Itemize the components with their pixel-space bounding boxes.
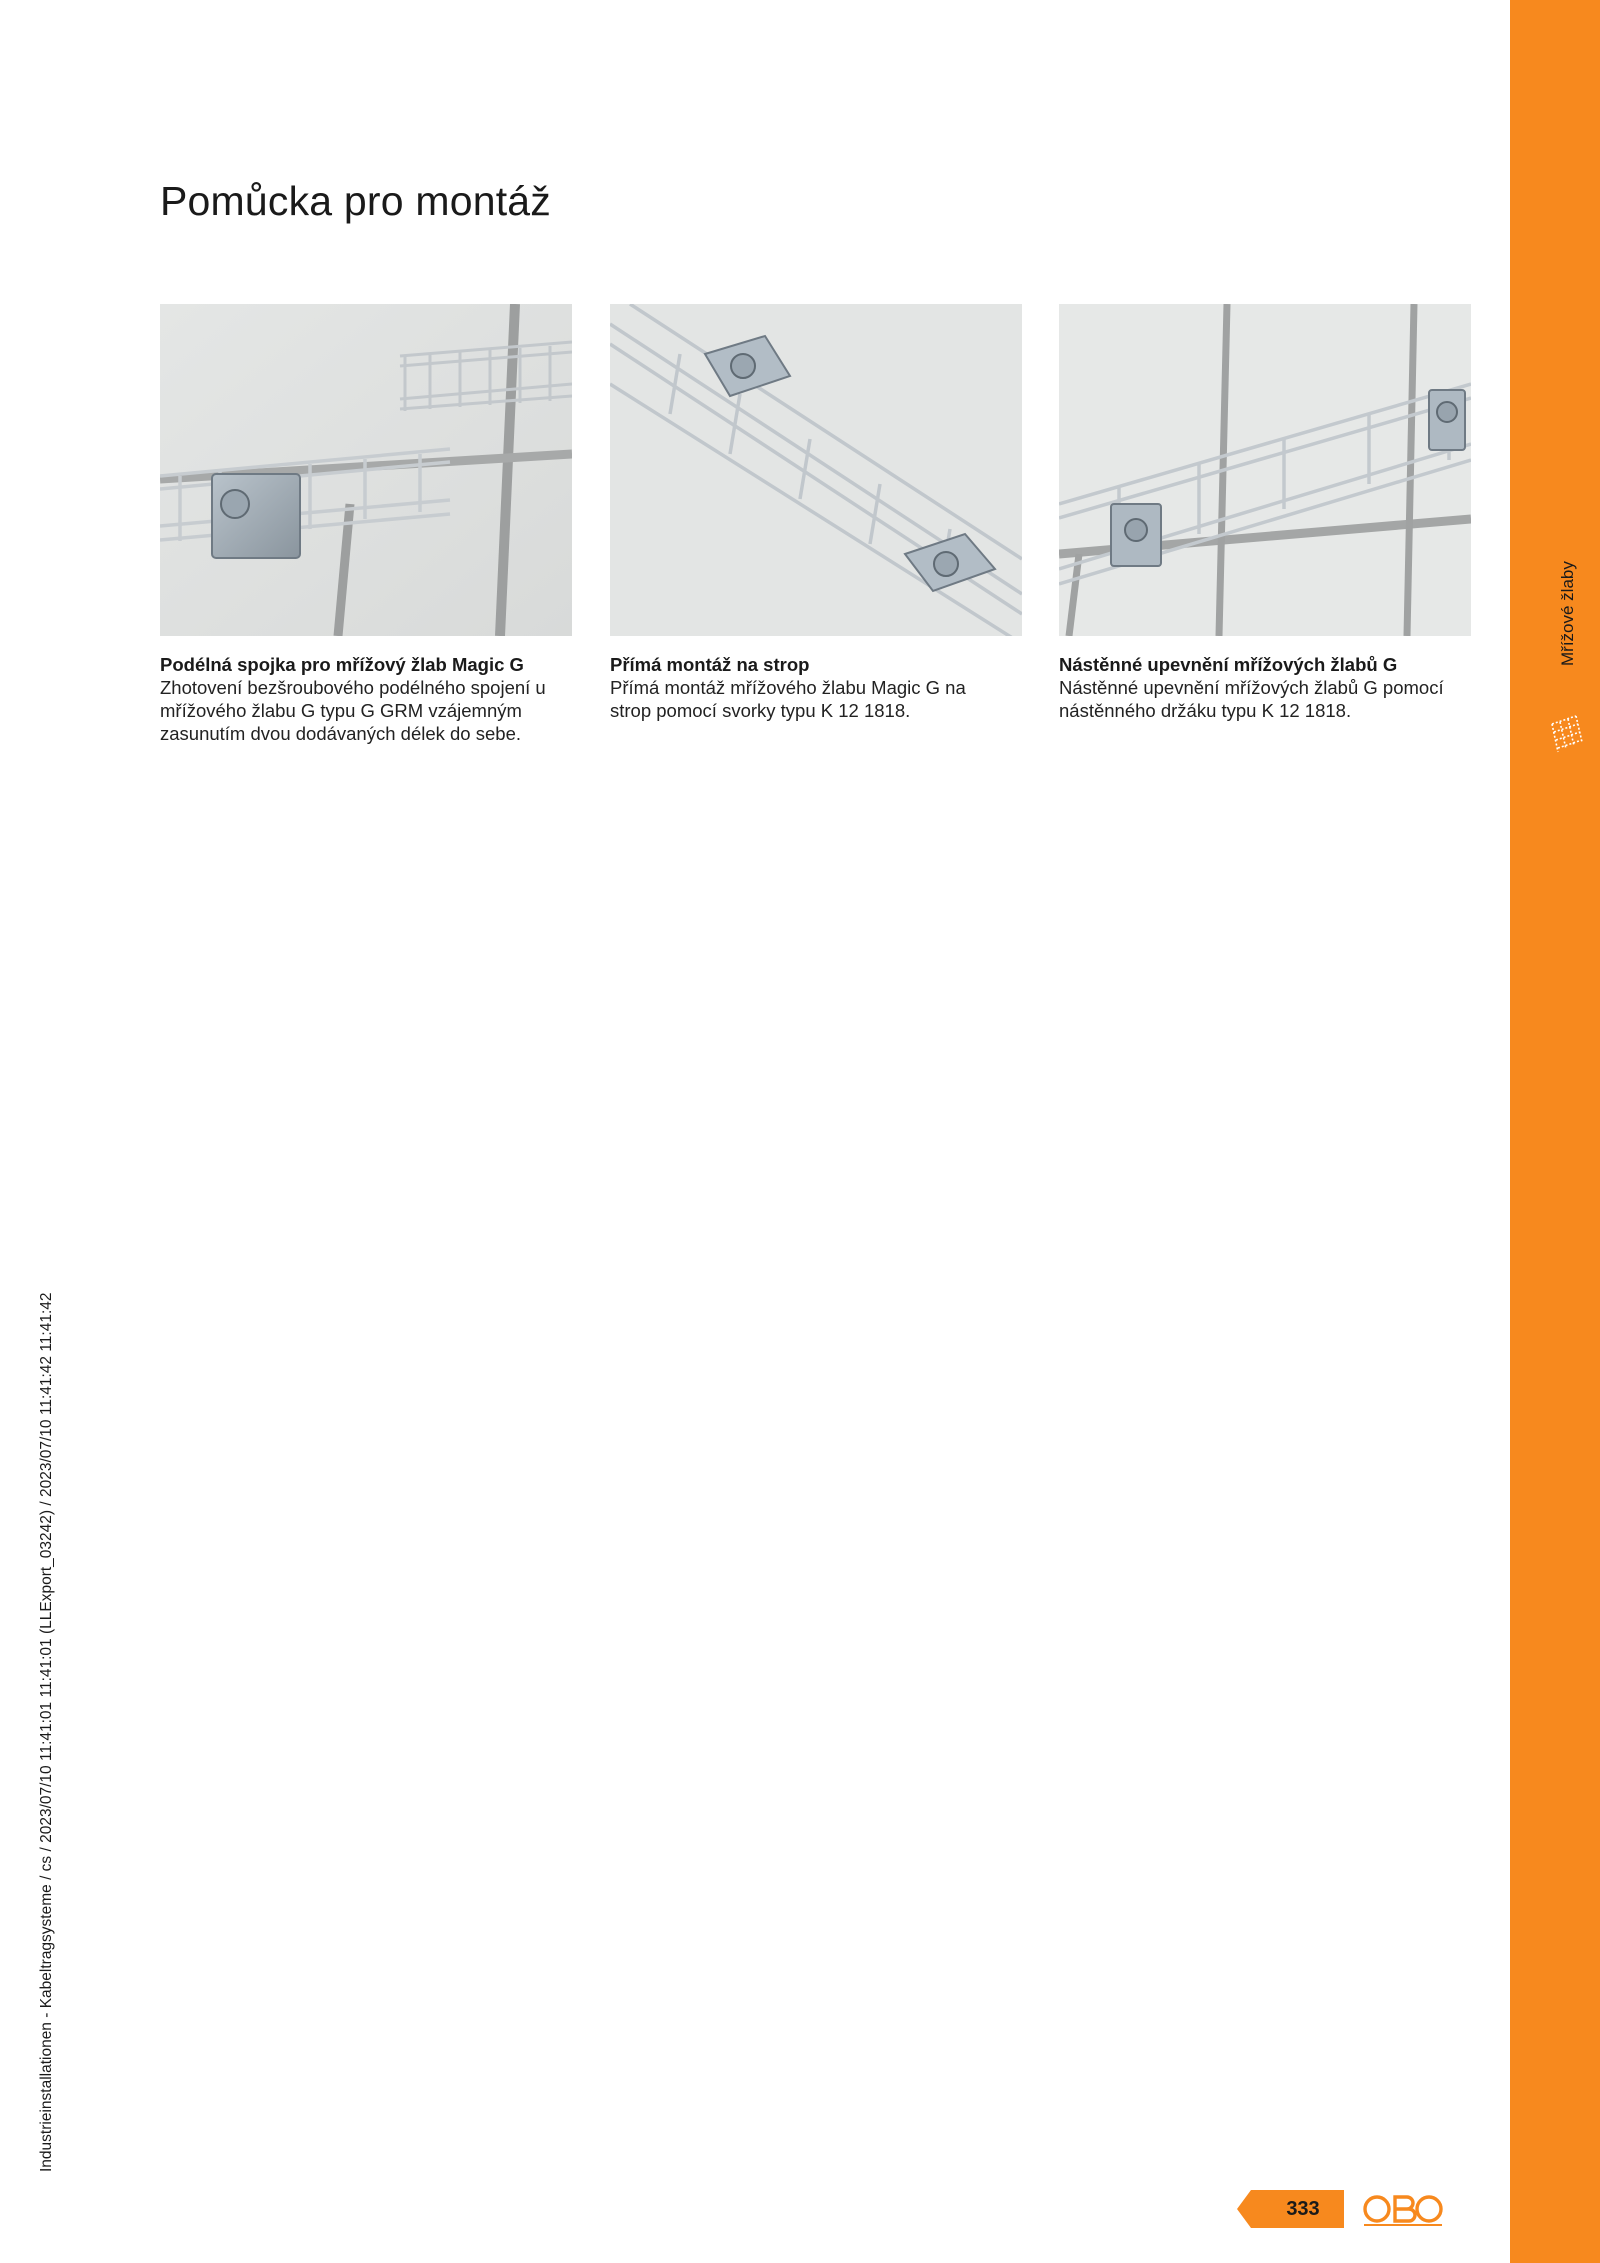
card-description-line: mřížového žlabu G typu G GRM vzájemným bbox=[160, 700, 522, 721]
sidebar-section-label: Mřížové žlaby bbox=[1558, 561, 1577, 666]
print-metadata: Industrieinstallationen - Kabeltragsysteme / cs / 2023/07/10 11:41:01 11:41:01 (LLExport_03242) / 2023/07/10 11:41:42 11:41:42 bbox=[38, 1292, 55, 2172]
photo-wall-mount bbox=[1059, 304, 1471, 636]
card-description bbox=[610, 676, 1022, 722]
photo-ceiling-mount bbox=[610, 304, 1022, 636]
card-description-line: Nástěnné upevnění mřížových žlabů G pomocí bbox=[1059, 677, 1444, 698]
card-description-line: Zhotovení bezšroubového podélného spojení u bbox=[160, 677, 546, 698]
section-sidebar bbox=[1510, 0, 1600, 2263]
card-description-line: zasunutím dvou dodávaných délek do sebe. bbox=[160, 723, 521, 744]
photo-longitudinal-connector bbox=[160, 304, 572, 636]
page-title: Pomůcka pro montáž bbox=[160, 178, 551, 224]
obo-logo bbox=[1362, 2190, 1444, 2228]
wire-tray-icon bbox=[1548, 714, 1584, 756]
card-title: Přímá montáž na strop bbox=[610, 654, 810, 675]
page-number: 333 bbox=[1286, 2198, 1320, 2220]
card-description-line: Přímá montáž mřížového žlabu Magic G na bbox=[610, 677, 966, 698]
card-title: Nástěnné upevnění mřížových žlabů G bbox=[1059, 654, 1398, 675]
product-card-longitudinal-connector bbox=[160, 304, 572, 745]
product-card-wall-mount bbox=[1059, 304, 1471, 722]
card-description-line: nástěnného držáku typu K 12 1818. bbox=[1059, 700, 1352, 721]
card-description-line: strop pomocí svorky typu K 12 1818. bbox=[610, 700, 911, 721]
card-title: Podélná spojka pro mřížový žlab Magic G bbox=[160, 654, 524, 675]
card-description bbox=[1059, 676, 1471, 722]
product-card-ceiling-mount bbox=[610, 304, 1022, 722]
card-description bbox=[160, 676, 572, 745]
